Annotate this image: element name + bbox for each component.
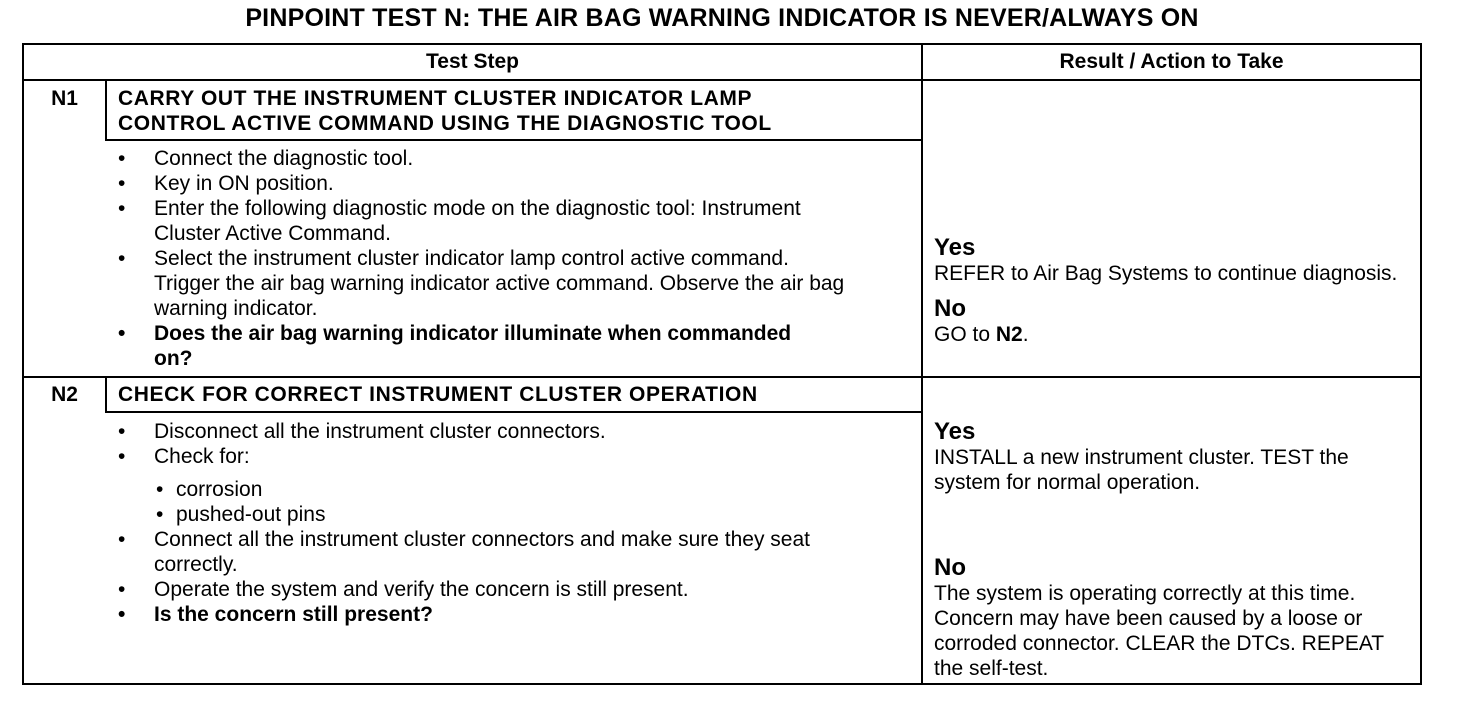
result-yes-label: Yes: [934, 234, 976, 261]
list-item: • Key in ON position.: [118, 172, 334, 195]
list-item: • Connect all the instrument cluster connectors and make sure they seat correctly.: [118, 528, 811, 576]
header-test-step: Test Step: [426, 50, 519, 73]
step-id-divider-n2: [105, 376, 107, 412]
step-id-divider-n1: [105, 79, 107, 140]
result-no-text: GO to N2.: [934, 323, 1029, 346]
step-title-divider-n1: [105, 139, 921, 141]
sub-bullet-icon: •: [156, 478, 164, 501]
bullet-icon: •: [118, 322, 126, 345]
list-item: • Does the air bag warning indicator illuminate when commanded on?: [118, 322, 792, 370]
result-yes-label: Yes: [934, 418, 976, 445]
result-no-label: No: [934, 554, 966, 581]
list-item: • Operate the system and verify the concern is still present.: [118, 578, 689, 601]
list-item: • Connect the diagnostic tool.: [118, 147, 414, 170]
check-for-list: [154, 477, 908, 527]
list-item: • Disconnect all the instrument cluster connectors.: [118, 420, 606, 443]
step-n1-results: [934, 235, 1404, 347]
header-result-action: Result / Action to Take: [1059, 50, 1284, 73]
result-yes-text: INSTALL a new instrument cluster. TEST the system for normal operation.: [934, 446, 1349, 494]
bullet-icon: •: [118, 147, 126, 170]
step-title-n1: [118, 86, 772, 136]
step-n2-instructions: [118, 419, 908, 627]
step-title-n2: CHECK FOR CORRECT INSTRUMENT CLUSTER OPERATION: [118, 383, 758, 406]
list-item: • Select the instrument cluster indicator lamp control active command. Trigger the air bag warning indicator active command. Observe the air bag warning indicator.: [118, 247, 845, 320]
list-item: • Check for: • corrosion • pushed-out pins: [118, 444, 908, 527]
step-id-n1: N1: [51, 87, 78, 110]
step-title-n1-line2: CONTROL ACTIVE COMMAND USING THE DIAGNOSTIC TOOL: [118, 112, 772, 135]
column-divider: [921, 45, 923, 683]
bullet-icon: •: [118, 603, 126, 626]
result-no-text: The system is operating correctly at this time. Concern may have been caused by a loose or corroded connector. CLEAR the DTCs. REPEAT the self-test.: [934, 582, 1384, 680]
bullet-icon: •: [118, 420, 126, 443]
list-item: • Enter the following diagnostic mode on the diagnostic tool: Instrument Cluster Active Command.: [118, 197, 801, 245]
bullet-icon: •: [118, 528, 126, 551]
page-title: PINPOINT TEST N: THE AIR BAG WARNING INDICATOR IS NEVER/ALWAYS ON: [245, 4, 1199, 32]
pinpoint-test-table: [22, 43, 1422, 685]
bullet-icon: •: [118, 172, 126, 195]
step-ref-n2: N2: [995, 323, 1023, 346]
list-item: • Is the concern still present?: [118, 603, 433, 626]
step-n2-results-no: [934, 555, 1416, 681]
bullet-icon: •: [118, 197, 126, 220]
step-divider: [24, 376, 1420, 378]
list-item: • corrosion: [156, 478, 263, 501]
bullet-icon: •: [118, 445, 126, 468]
step-id-n2: N2: [51, 383, 78, 406]
result-yes-text: REFER to Air Bag Systems to continue diagnosis.: [934, 262, 1398, 285]
step-title-n1-line1: CARRY OUT THE INSTRUMENT CLUSTER INDICATOR LAMP: [118, 87, 753, 110]
result-no-label: No: [934, 295, 966, 322]
sub-bullet-icon: •: [156, 503, 164, 526]
bullet-icon: •: [118, 247, 126, 270]
step-n2-results-yes: [934, 419, 1409, 495]
step-n1-instructions: [118, 146, 908, 371]
bullet-icon: •: [118, 578, 126, 601]
step-title-divider-n2: [105, 411, 921, 413]
header-divider: [24, 79, 1420, 81]
list-item: • pushed-out pins: [156, 503, 326, 526]
